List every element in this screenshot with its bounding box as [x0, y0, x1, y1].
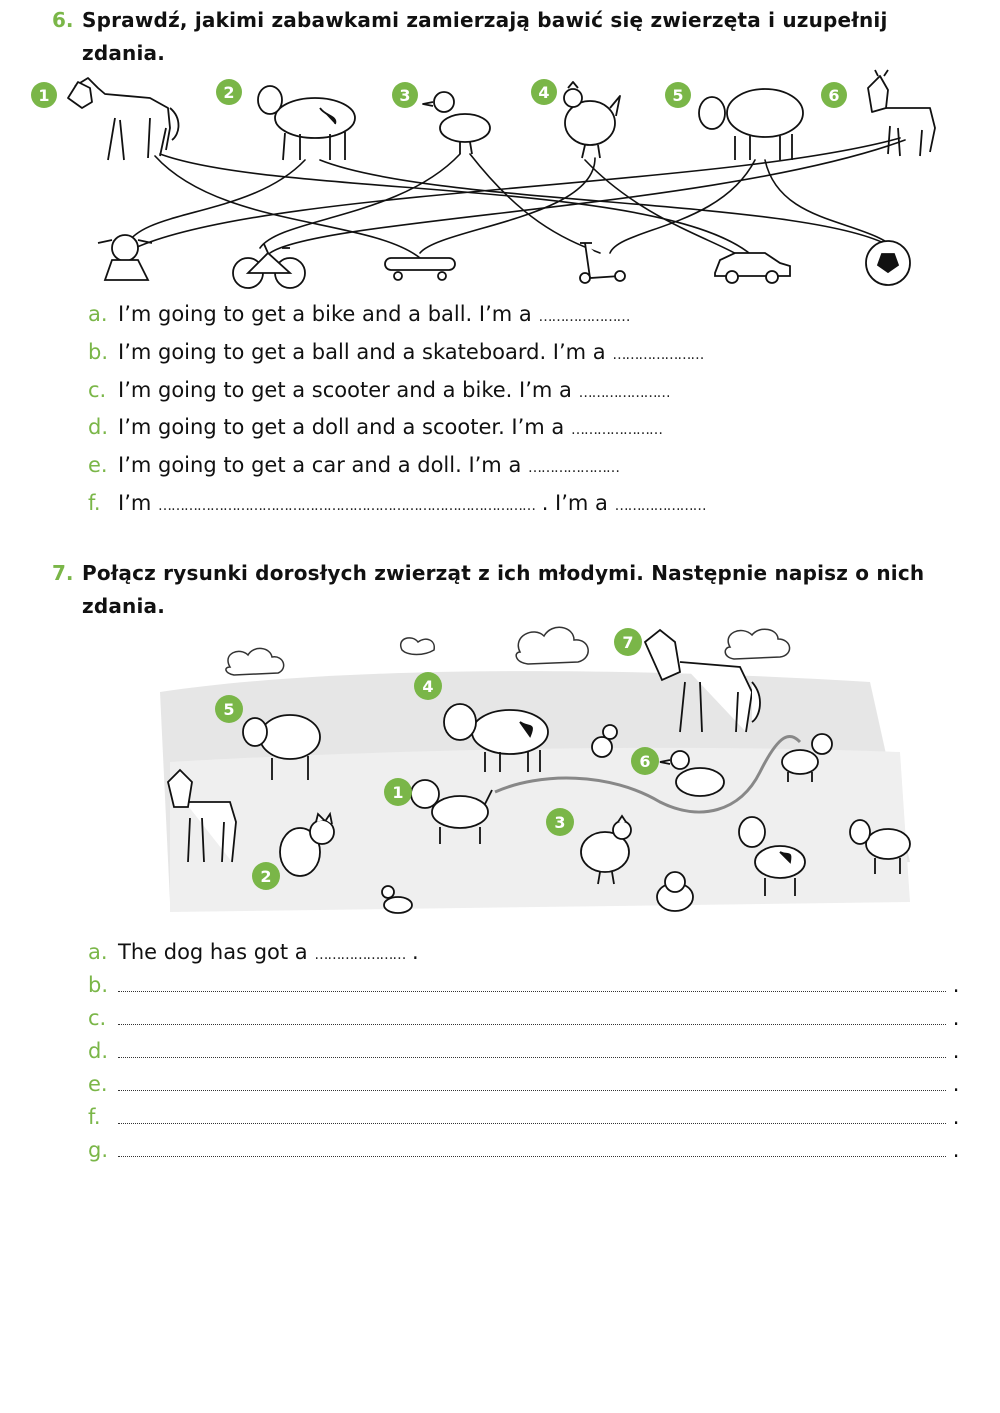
doll-drawing — [98, 235, 152, 280]
cloud — [401, 638, 435, 655]
sheep-drawing — [699, 89, 803, 160]
ex7-end-b: . — [952, 973, 960, 997]
exercise-6-instruction: Sprawdź, jakimi zabawkami zamierzają bawić się zwierzęta i uzupełnij zdania. — [82, 8, 888, 65]
ex7-letter-b: b. — [88, 973, 109, 997]
ex6-blank-d[interactable]: ………………… — [571, 422, 662, 438]
ex6-blank-c[interactable]: ………………… — [578, 385, 670, 401]
exercise-6-number: 6. — [52, 8, 74, 32]
ex7-line-d — [88, 1036, 959, 1066]
ex6-sentence-c — [88, 375, 670, 408]
ex6-blank-e[interactable]: ………………… — [528, 460, 619, 476]
ex7-end-f: . — [952, 1105, 960, 1129]
badge-5-label: 5 — [672, 86, 684, 105]
ex7-letter-f: f. — [88, 1105, 101, 1129]
ex6-text-f: I’m — [118, 491, 152, 515]
ex6-sentence-d — [88, 412, 662, 445]
ex6-sentence-a — [88, 299, 629, 332]
scene-badge-7: 7 — [622, 633, 634, 652]
ex7-end-d: . — [952, 1039, 960, 1063]
maze-line — [610, 160, 755, 253]
ex6-blank-a[interactable]: ………………… — [538, 309, 630, 325]
skateboard-drawing — [385, 258, 455, 280]
badge-1-label: 1 — [38, 86, 50, 105]
ex7-letter-e: e. — [88, 1072, 108, 1096]
ex7-end-a: . — [412, 940, 419, 964]
ex6-text-d: I’m going to get a doll and a scooter. I’m a — [118, 415, 565, 439]
ex7-end-c: . — [952, 1006, 960, 1030]
cloud — [226, 648, 284, 675]
scene-badge-5: 5 — [223, 700, 235, 719]
scene-badge-1: 1 — [392, 783, 404, 802]
ex6-text-b: I’m going to get a ball and a skateboard. I’m a — [118, 340, 606, 364]
ex7-write-line-d[interactable] — [118, 1053, 946, 1058]
ex6-letter-f: f. — [88, 491, 101, 515]
farm-scene — [140, 622, 930, 927]
badge-6-label: 6 — [828, 86, 840, 105]
horse-drawing — [68, 78, 179, 160]
ex6-letter-e: e. — [88, 453, 108, 477]
badge-3-label: 3 — [399, 86, 411, 105]
ex7-write-line-c[interactable] — [118, 1020, 946, 1025]
ex7-line-c — [88, 1003, 959, 1033]
ex7-line-e — [88, 1069, 959, 1099]
cloud — [725, 629, 789, 659]
ball-drawing — [866, 241, 910, 285]
ex6-text-f-mid: . I’m a — [541, 491, 608, 515]
ex6-text-a: I’m going to get a bike and a ball. I’m a — [118, 302, 532, 326]
ex6-letter-a: a. — [88, 302, 108, 326]
ex7-line-b — [88, 970, 959, 1000]
cloud — [516, 627, 588, 664]
ex7-write-line-e[interactable] — [118, 1086, 946, 1091]
ex7-text-a: The dog has got a — [118, 940, 308, 964]
car-drawing — [715, 253, 790, 283]
ex7-line-g — [88, 1135, 959, 1165]
scene-badge-6: 6 — [639, 752, 651, 771]
bike-drawing — [233, 244, 305, 288]
ex7-end-e: . — [952, 1072, 960, 1096]
ex7-letter-c: c. — [88, 1006, 107, 1030]
ex6-letter-c: c. — [88, 378, 107, 402]
ex7-write-line-g[interactable] — [118, 1152, 946, 1157]
maze-line — [765, 160, 900, 253]
duck-drawing — [423, 92, 490, 154]
ex7-end-g: . — [952, 1138, 960, 1162]
ex6-blank-f[interactable]: ………………… — [614, 498, 706, 514]
exercise-7-instruction: Połącz rysunki dorosłych zwierząt z ich młodymi. Następnie napisz o nich zdania. — [82, 561, 925, 618]
ex6-text-c: I’m going to get a scooter and a bike. I’m a — [118, 378, 572, 402]
ex7-write-line-b[interactable] — [118, 987, 946, 992]
scene-badge-2: 2 — [260, 867, 272, 886]
maze-line — [320, 160, 900, 253]
ex7-letter-g: g. — [88, 1138, 109, 1162]
ex6-sentence-f — [88, 488, 706, 521]
ex7-blank-a[interactable]: ………………… — [314, 947, 406, 963]
ex7-sentence-a — [88, 937, 419, 970]
scene-badge-4: 4 — [422, 677, 434, 696]
ex7-letter-d: d. — [88, 1039, 109, 1063]
ex7-write-line-f[interactable] — [118, 1119, 946, 1124]
scene-badge-3: 3 — [554, 813, 566, 832]
ex6-sentence-e — [88, 450, 619, 483]
cow-drawing — [258, 86, 355, 160]
exercise-7-number: 7. — [52, 561, 74, 585]
maze-line — [155, 156, 420, 258]
hen-drawing — [564, 82, 620, 158]
ex7-line-f — [88, 1102, 959, 1132]
ex6-blank-f-long[interactable]: …………………………………………………………………………… — [158, 498, 536, 514]
maze-line — [160, 154, 755, 258]
ex6-letter-b: b. — [88, 340, 109, 364]
animal-toy-maze — [20, 68, 960, 293]
ex6-blank-b[interactable]: ………………… — [612, 347, 704, 363]
scooter-drawing — [580, 243, 625, 283]
ex6-text-e: I’m going to get a car and a doll. I’m a — [118, 453, 522, 477]
badge-4-label: 4 — [538, 83, 550, 102]
ex7-letter-a: a. — [88, 940, 108, 964]
badge-2-label: 2 — [223, 83, 235, 102]
ex6-sentence-b — [88, 337, 703, 370]
ex6-letter-d: d. — [88, 415, 109, 439]
